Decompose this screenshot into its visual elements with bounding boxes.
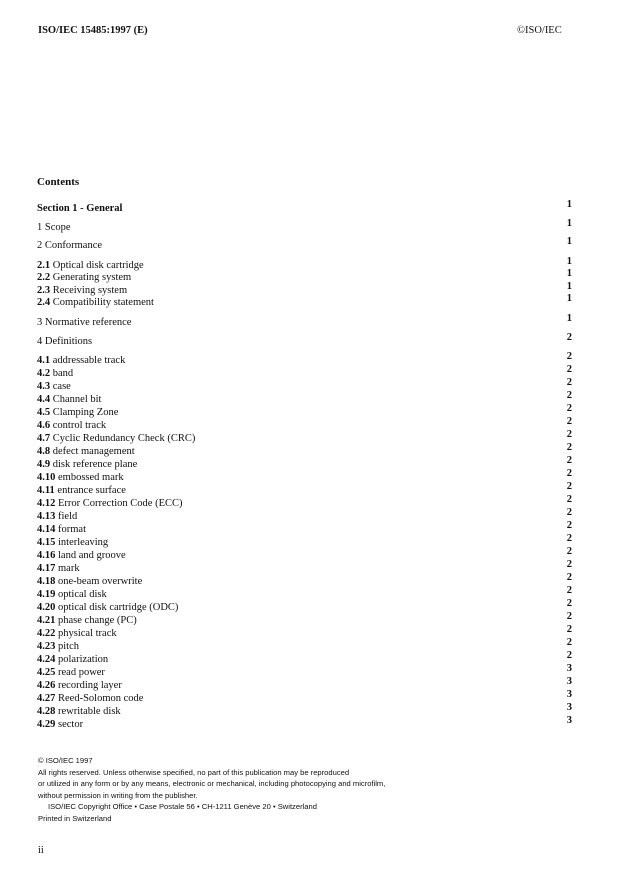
toc-entry-title: mark [58,563,80,574]
footer-line: Printed in Switzerland [38,813,112,823]
toc-entry-page: 2 [566,468,572,479]
toc-entry-title: Generating system [52,272,132,283]
toc-entry-page: 2 [566,403,572,414]
toc-entry-page: 2 [566,572,572,583]
toc-entry-title: band [52,368,74,379]
toc-entry-number: 4.28 [37,706,56,717]
toc-entry-title: 2 Conformance [37,240,103,251]
toc-entry-title: 4 Definitions [37,336,93,347]
toc-entry-title: Optical disk cartridge [52,260,144,271]
toc-entry-title: control track [52,420,107,431]
toc-entry-number: 4.20 [37,602,56,613]
toc-entry [37,702,572,718]
toc-entry [37,351,572,367]
toc-entry-page: 2 [566,390,572,401]
toc-entry-page: 2 [566,416,572,427]
toc-entry-page: 1 [566,313,572,324]
toc-entry-page: 2 [566,455,572,466]
toc-entry-number: 4.18 [37,576,56,587]
toc-entry-page: 2 [566,533,572,544]
toc-entry-number: 4.13 [37,511,56,522]
toc-entry [37,715,572,731]
toc-entry-page: 1 [566,293,572,304]
toc-entry [37,481,572,497]
toc-entry-page: 2 [566,559,572,570]
toc-entry-number: 4.27 [37,693,56,704]
toc-entry-number: 4.29 [37,719,56,730]
toc-entry-page: 1 [566,236,572,247]
toc-entry-page: 3 [566,663,572,674]
toc-entry-page: 2 [566,546,572,557]
toc-entry-page: 2 [566,507,572,518]
toc-entry-number: 4.4 [37,394,51,405]
toc-entry-page: 3 [566,689,572,700]
toc-entry-title: Cyclic Redundancy Check (CRC) [52,433,196,444]
toc-entry-number: 4.10 [37,472,56,483]
toc-entry [37,507,572,523]
footer-line: without permission in writing from the publisher. [38,790,198,800]
toc-entry-number: 4.15 [37,537,56,548]
footer-line: or utilized in any form or by any means, electronic or mechanical, including photocopying and microfilm, [38,779,386,788]
toc-entry-page: 1 [566,281,572,292]
toc-entry-title: recording layer [58,680,122,691]
toc-entry-title: Clamping Zone [52,407,119,418]
toc-entry [37,533,572,549]
toc-entry [37,598,572,614]
toc-entry-title: defect management [52,446,135,457]
toc-entry [37,559,572,575]
toc-entry-number: 2.4 [37,297,51,308]
toc-entry [37,689,572,705]
toc-entry-title: case [52,381,71,392]
copyright-header: ©ISO/IEC [517,25,562,36]
toc-entry-number: 4.6 [37,420,51,431]
toc-entry-page: 2 [566,332,572,343]
toc-entry [37,455,572,471]
toc-entry-title: Compatibility statement [52,297,154,308]
toc-entry-page: 2 [566,520,572,531]
toc-entry [37,442,572,458]
toc-entry [37,403,572,419]
toc-entry-page: 3 [566,715,572,726]
toc-entry-number: 4.17 [37,563,56,574]
toc-entry-title: Error Correction Code (ECC) [58,498,183,509]
toc-entry-title: 1 Scope [37,222,71,233]
toc-entry [37,572,572,588]
toc-entry-title: read power [58,667,105,678]
toc-entry-page: 2 [566,637,572,648]
toc-entry-title: Receiving system [52,285,128,296]
toc-entry [37,663,572,679]
toc-entry-number: 4.22 [37,628,56,639]
toc-entry [37,313,572,329]
toc-entry-page: 2 [566,377,572,388]
toc-entry-number: 4.9 [37,459,51,470]
toc-entry-number: 4.5 [37,407,51,418]
toc-entry-title: entrance surface [57,485,126,496]
toc-entry-number: 4.12 [37,498,56,509]
toc-entry [37,637,572,653]
toc-entry-number: 4.7 [37,433,51,444]
toc-entry [37,520,572,536]
toc-entry-title: Section 1 - General [37,203,123,214]
toc-entry [37,624,572,640]
toc-entry [37,199,572,215]
document-id-header: ISO/IEC 15485:1997 (E) [38,25,148,36]
toc-entry-number: 4.1 [37,355,51,366]
toc-entry-page: 2 [566,624,572,635]
toc-entry-title: addressable track [52,355,126,366]
toc-entry-title: Reed-Solomon code [58,693,144,704]
toc-entry-page: 2 [566,481,572,492]
toc-entry-page: 3 [566,702,572,713]
toc-entry-page: 1 [566,218,572,229]
toc-entry-page: 2 [566,442,572,453]
toc-entry-title: embossed mark [58,472,124,483]
toc-entry-title: land and groove [58,550,126,561]
toc-entry-number: 4.26 [37,680,56,691]
toc-entry-title: Channel bit [52,394,102,405]
toc-entry-number: 4.14 [37,524,56,535]
toc-entry-page: 2 [566,598,572,609]
toc-entry-title: sector [58,719,84,730]
footer-line: © ISO/IEC 1997 [38,756,93,765]
toc-entry [37,546,572,562]
toc-entry [37,468,572,484]
toc-entry-title: rewritable disk [58,706,121,717]
toc-entry-number: 2.3 [37,285,51,296]
toc-entry-page: 2 [566,351,572,362]
toc-entry-number: 4.24 [37,654,56,665]
toc-entry-number: 4.21 [37,615,56,626]
toc-entry-title: polarization [58,654,109,665]
toc-entry-number: 2.1 [37,260,51,271]
toc-entry-page: 2 [566,364,572,375]
toc-entry [37,236,572,252]
toc-entry-page: 1 [566,199,572,210]
toc-entry-page: 1 [566,256,572,267]
toc-entry-title: optical disk cartridge (ODC) [58,602,179,613]
toc-entry-number: 4.25 [37,667,56,678]
toc-entry-title: disk reference plane [52,459,138,470]
toc-entry [37,293,572,309]
toc-entry-number: 4.3 [37,381,51,392]
toc-entry-page: 2 [566,494,572,505]
toc-entry [37,268,572,284]
toc-entry-title: one-beam overwrite [58,576,143,587]
toc-entry [37,416,572,432]
toc-entry [37,364,572,380]
footer-line: All rights reserved. Unless otherwise specified, no part of this publication may be reproduced [38,767,350,777]
toc-entry-title: interleaving [58,537,109,548]
toc-entry [37,676,572,692]
toc-entry-title: field [58,511,78,522]
toc-entry-title: phase change (PC) [58,615,137,626]
toc-entry-title: 3 Normative reference [37,317,132,328]
toc-entry [37,429,572,445]
toc-entry-number: 4.11 [37,485,55,496]
toc-entry-number: 4.23 [37,641,56,652]
toc-entry-page: 2 [566,611,572,622]
toc-entry-page: 2 [566,585,572,596]
contents-heading: Contents [37,176,80,188]
toc-entry [37,650,572,666]
toc-entry-title: pitch [58,641,79,652]
toc-entry-page: 1 [566,268,572,279]
toc-entry-title: optical disk [58,589,107,600]
toc-entry-number: 4.16 [37,550,56,561]
toc-entry [37,390,572,406]
toc-entry-title: physical track [58,628,117,639]
page-number: ii [38,845,44,856]
toc-entry-number: 4.2 [37,368,51,379]
toc-entry [37,611,572,627]
toc-entry [37,585,572,601]
toc-entry-number: 4.19 [37,589,56,600]
toc-entry [37,218,572,234]
toc-entry-page: 2 [566,429,572,440]
toc-entry-title: format [58,524,86,535]
toc-entry-page: 3 [566,676,572,687]
footer-address: ISO/IEC Copyright Office • Case Postale 56 • CH-1211 Genève 20 • Switzerland [48,802,317,811]
toc-entry [37,332,572,348]
toc-entry [37,377,572,393]
toc-entry [37,494,572,510]
toc-entry-number: 2.2 [37,272,51,283]
copyright-footer [38,755,385,824]
toc-entry-number: 4.8 [37,446,51,457]
toc-entry-page: 2 [566,650,572,661]
